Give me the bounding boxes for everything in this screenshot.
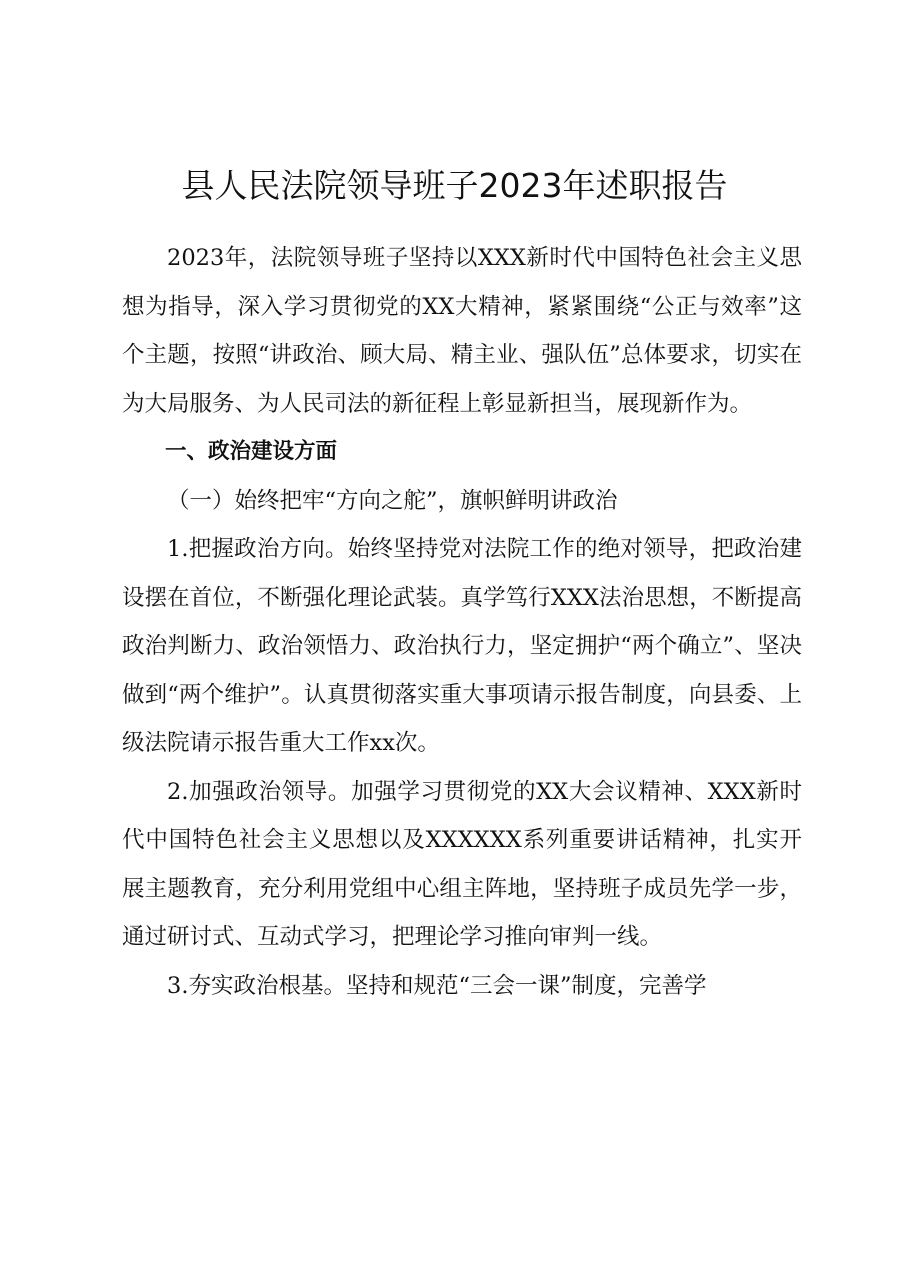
intro-paragraph: 2023年，法院领导班子坚持以XXX新时代中国特色社会主义思想为指导，深入学习贯彻党的XX大精神，紧紧围绕“公正与效率”这个主题，按照“讲政治、顾大局、精主业、强队伍”总体要求，切实在为大局服务、为人民司法的新征程上彰显新担当，展现新作为。 [122,245,802,417]
paragraph-item-1: 1.把握政治方向。始终坚持党对法院工作的绝对领导，把政治建设摆在首位，不断强化理论武装。真学笃行XXX法治思想，不断提高政治判断力、政治领悟力、政治执行力，坚定拥护“两个确立”、坚决做到“两个维护”。认真贯彻落实重大事项请示报告制度，向县委、上级法院请示报告重大工作xx次。 [122,536,802,756]
section-heading-political-construction: 一、政治建设方面 [165,439,338,464]
subsection-heading-direction: （一）始终把牢“方向之舵”，旗帜鲜明讲政治 [167,487,618,514]
paragraph-item-3: 3.夯实政治根基。坚持和规范“三会一课”制度，完善学 [167,972,707,999]
paragraph-item-2: 2.加强政治领导。加强学习贯彻党的XX大会议精神、XXX新时代中国特色社会主义思想以及XXXXXX系列重要讲话精神，扎实开展主题教育，充分利用党组中心组主阵地，坚持班子成员先学一步，通过研讨式、互动式学习，把理论学习推向审判一线。 [122,778,802,950]
document-title: 县人民法院领导班子2023年述职报告 [181,166,728,205]
document-body [122,234,802,1010]
